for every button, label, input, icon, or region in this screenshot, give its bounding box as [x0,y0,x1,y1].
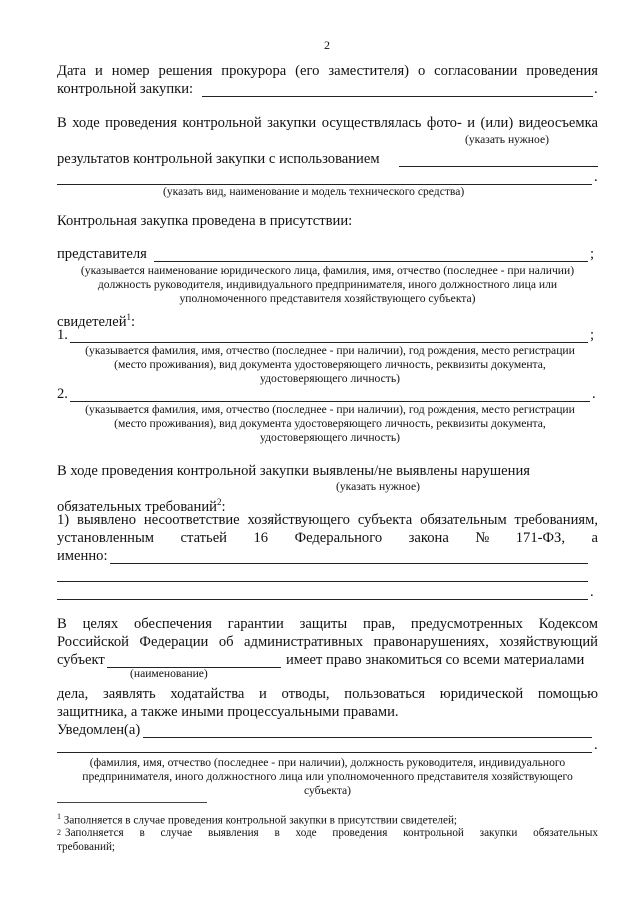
witness1-end: ; [590,327,595,343]
rights-line1: В целях обеспечения гарантии защиты прав, предусмотренных Кодексом [57,616,598,632]
rep-label: представителя [57,246,147,262]
notified-label: Уведомлен(а) [57,722,141,738]
violation-field-3[interactable] [57,599,588,600]
rights-line2: Российской Федерации об административных правонарушениях, хозяйствующий [57,634,598,650]
approval-label: контрольной закупки: [57,81,194,97]
witness2-field[interactable] [70,401,590,402]
violations-line: В ходе проведения контрольной закупки выявлены/не выявлены нарушения [57,463,530,479]
photo-hint-2: (указать вид, наименование и модель технического средства) [163,185,465,198]
witnesses-label: свидетелей$^1$: [57,312,136,330]
footnote-2-cont: требований; [57,841,116,853]
witness2-num: 2. [57,386,68,402]
rights-line5: защитника, а также иными процессуальными правами. [57,704,399,720]
photo-end: . [594,169,598,185]
photo-hint: (указать нужное) [465,133,549,146]
rep-end: ; [590,246,595,262]
violation-field-2[interactable] [57,581,588,582]
witness1-hint: (указывается фамилия, имя, отчество (последнее - при наличии), год рождения, место регистрации (место проживания), вид документа удостоверяющего личность, реквизиты документа, удостоверяющего личность) [85,344,575,385]
approval-line: Дата и номер решения прокурора (его заместителя) о согласовании проведения [57,63,598,79]
photo-label: результатов контрольной закупки с использованием [57,151,380,167]
rights-line3: имеет право знакомиться со всеми материалами [286,652,585,668]
violation-item1-line2: установленным статьей 16 Федерального закона № 171-ФЗ, а [57,530,598,546]
approval-end: . [594,81,598,97]
presence-heading: Контрольная закупка проведена в присутствии: [57,213,353,229]
footnote-1: $^1$ Заполняется в случае проведения контрольной закупки в присутствии свидетелей; [57,812,458,827]
approval-field[interactable] [202,96,593,97]
witness2-hint: (указывается фамилия, имя, отчество (последнее - при наличии), год рождения, место регистрации (место проживания), вид документа удостоверяющего личность, реквизиты документа, удостоверяющего личность) [85,403,575,444]
notified-field-2[interactable] [57,752,592,753]
witness2-end: . [592,386,596,402]
violation-item1-label: именно: [57,548,108,564]
witness1-num: 1. [57,327,68,343]
notified-end: . [594,737,598,753]
footnote-2: $^2$ Заполняется в случае выявления в ходе проведения контрольной закупки обязательных [57,827,598,839]
notified-field-1[interactable] [143,737,592,738]
rights-line4: дела, заявлять ходатайства и отводы, пользоваться юридической помощью [57,686,598,702]
notified-hint: (фамилия, имя, отчество (последнее - при наличии), должность руководителя, индивидуального предпринимателя, иного должностного лица или уполномоченного представителя хозяйствующего субъекта) [82,756,573,797]
subject-name-hint: (наименование) [130,667,208,680]
footnote-separator [57,802,207,803]
rep-field[interactable] [154,261,588,262]
photo-device-field[interactable] [399,166,598,167]
violations-label: обязательных требований$^2$: [57,497,226,515]
violation-item1-line1: 1) выявлено несоответствие хозяйствующего субъекта обязательным требованиям, [57,512,598,528]
witness1-field[interactable] [70,342,588,343]
page-number: 2 [324,38,330,52]
violation-end: . [590,584,594,600]
rep-hint: (указывается наименование юридического лица, фамилия, имя, отчество (последнее - при наличии) должность руководителя, индивидуального предпринимателя, иного должностного лица или уполномоченного представителя хозяйствующего субъекта) [80,264,575,305]
photo-line: В ходе проведения контрольной закупки осуществлялась фото- и (или) видеосъемка [57,115,598,131]
violations-hint: (указать нужное) [336,480,420,493]
violation-field-1[interactable] [110,563,588,564]
rights-subject-label: субъект [57,652,105,668]
